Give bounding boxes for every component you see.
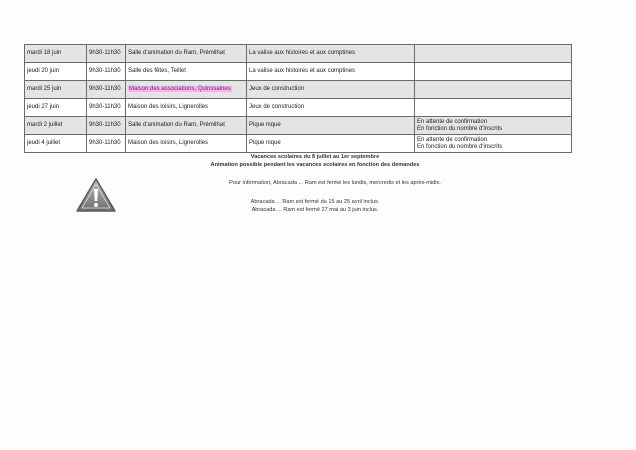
place-cell: Salle des fêtes, Teillet <box>126 63 247 81</box>
place-cell: Salle d'animation du Ram, Prémilhat <box>126 117 247 135</box>
date-cell: mardi 18 juin <box>25 45 87 63</box>
closure-april-notice: Abracada ... Ram est fermé du 15 au 25 avril inclus. <box>250 199 380 205</box>
note-registrations: En fonction du nombre d'inscrits <box>417 143 503 150</box>
date-cell: jeudi 4 juillet <box>25 135 87 153</box>
date-cell: jeudi 27 juin <box>25 99 87 117</box>
table-row <box>25 63 572 81</box>
note-cell <box>415 135 572 153</box>
activity-cell: La valise aux histoires et aux comptines <box>247 63 415 81</box>
schedule-table <box>24 44 572 153</box>
note-cell <box>415 63 572 81</box>
closed-days-notice: Pour information, Abracada ... Ram est fermé les lundis, mercredis et les après-midis. <box>229 180 441 186</box>
place-cell: Salle d'animation du Ram, Prémilhat <box>126 45 247 63</box>
table-row <box>25 99 572 117</box>
note-cell <box>415 45 572 63</box>
time-cell: 9h30-11h30 <box>87 135 126 153</box>
time-cell: 9h30-11h30 <box>87 81 126 99</box>
note-confirmation: En attente de confirmation <box>417 136 488 143</box>
warning-triangle-icon <box>75 177 117 213</box>
note-cell <box>415 81 572 99</box>
date-cell: mardi 25 juin <box>25 81 87 99</box>
activity-cell: Pique nique <box>247 117 415 135</box>
time-cell: 9h30-11h30 <box>87 63 126 81</box>
note-confirmation: En attente de confirmation <box>417 118 488 125</box>
note-cell <box>415 99 572 117</box>
place-cell <box>126 81 247 99</box>
closure-may-june-notice: Abracada ... Ram est fermé 27 mai au 3 juin inclus. <box>251 207 379 213</box>
place-cell: Maison des loisirs, Lignerolles <box>126 99 247 117</box>
activity-cell: La valise aux histoires et aux comptines <box>247 45 415 63</box>
table-row <box>25 117 572 135</box>
holidays-notice: Vacances scolaires du 8 juillet au 1er septembre <box>250 154 380 160</box>
table-row <box>25 45 572 63</box>
time-cell: 9h30-11h30 <box>87 99 126 117</box>
activity-cell: Jeux de construction <box>247 99 415 117</box>
holiday-animation-notice: Animation possible pendant les vacances scolaires en fonction des demandes <box>210 162 420 168</box>
place-cell: Maison des loisirs, Lignerolles <box>126 135 247 153</box>
table-row <box>25 81 572 99</box>
time-cell: 9h30-11h30 <box>87 45 126 63</box>
table-row <box>25 135 572 153</box>
date-cell: mardi 2 juillet <box>25 117 87 135</box>
highlighted-place: Maison des associations, Quinssaines <box>129 86 231 92</box>
activity-cell: Pique nique <box>247 135 415 153</box>
date-cell: jeudi 20 juin <box>25 63 87 81</box>
note-registrations: En fonction du nombre d'inscrits <box>417 125 503 132</box>
activity-cell: Jeux de construction <box>247 81 415 99</box>
time-cell: 9h30-11h30 <box>87 117 126 135</box>
note-cell <box>415 117 572 135</box>
